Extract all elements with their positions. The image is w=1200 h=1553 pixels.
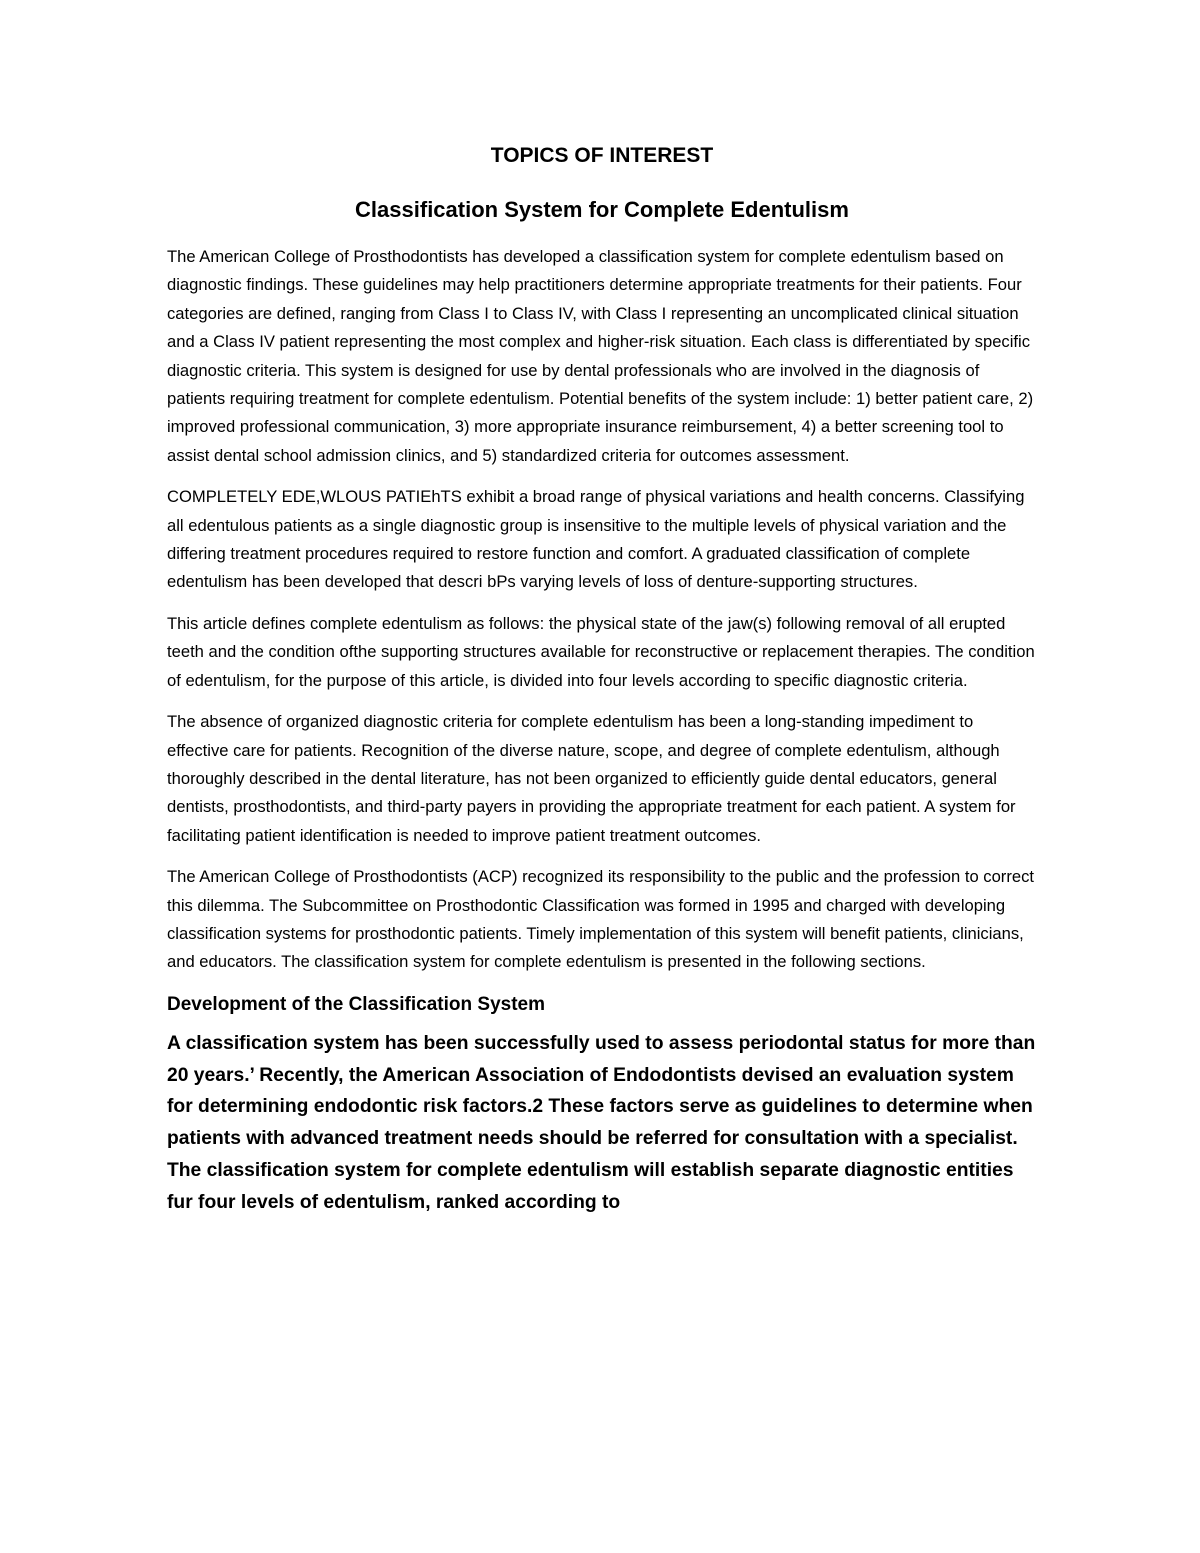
paragraph-abstract: The American College of Prosthodontists has developed a classification system for complete edentulism based on diagnostic findings. These guidelines may help practitioners determine appropriate treatments for their patients. Four categories are defined, ranging from Class I to Class IV, with Class I representing an uncomplicated clinical situation and a Class IV patient representing the most complex and higher-risk situation. Each class is differentiated by specific diagnostic criteria. This system is designed for use by dental professionals who are involved in the diagnosis of patients requiring treatment for complete edentulism. Potential benefits of the system include: 1) better patient care, 2) improved professional communication, 3) more appropriate insurance reimbursement, 4) a better screening tool to assist dental school admission clinics, and 5) standardized criteria for outcomes assessment. [167,247,1034,465]
section-paragraph: A classification system has been successfully used to assess periodontal status for more than 20 years.’ Recently, the American Association of Endodontists devised an evaluation system for determining endodontic risk factors.2 These factors serve as guidelines to determine when patients with advanced treatment needs should be referred for consultation with a specialist. The classification system for complete edentulism will establish separate diagnostic entities fur four levels of edentulism, ranked according to [167,1032,1036,1213]
page-title: TOPICS OF INTEREST [490,144,714,167]
document-body [167,140,1037,1219]
paragraph-intro: COMPLETELY EDE,WLOUS PATIEhTS exhibit a broad range of physical variations and health concerns. Classifying all edentulous patients as a single diagnostic group is insensitive to the multiple levels of physical variation and the differing treatment procedures required to restore function and comfort. A graduated classification of complete edentulism has been developed that descri bPs varying levels of loss of denture-supporting structures. [167,487,1025,592]
paragraph-acp: The American College of Prosthodontists (ACP) recognized its responsibility to the public and the profession to correct this dilemma. The Subcommittee on Prosthodontic Classification was formed in 1995 and charged with developing classification systems for prosthodontic patients. Timely implementation of this system will benefit patients, clinicians, and educators. The classification system for complete edentulism is presented in the following sections. [167,867,1034,972]
article-title: Classification System for Complete Edentulism [355,197,849,222]
paragraph-problem: The absence of organized diagnostic criteria for complete edentulism has been a long-standing impediment to effective care for patients. Recognition of the diverse nature, scope, and degree of complete edentulism, although thoroughly described in the dental literature, has not been organized to efficiently guide dental educators, general dentists, prosthodontists, and third-party payers in providing the appropriate treatment for each patient. A system for facilitating patient identification is needed to improve patient treatment outcomes. [167,712,1016,845]
section-heading: Development of the Classification System [167,993,545,1015]
paragraph-definition: This article defines complete edentulism as follows: the physical state of the jaw(s) following removal of all erupted teeth and the condition ofthe supporting structures available for reconstructive or replacement therapies. The condition of edentulism, for the purpose of this article, is divided into four levels according to specific diagnostic criteria. [167,613,1035,690]
